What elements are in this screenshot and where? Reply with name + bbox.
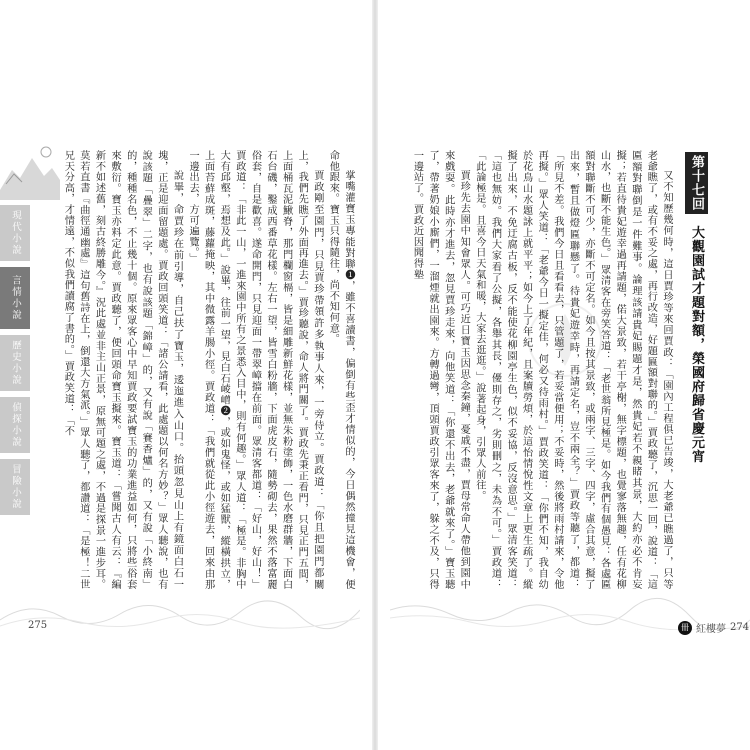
page-number-right: 274 (730, 622, 750, 633)
category-tab[interactable]: 冒險小說 (0, 459, 30, 515)
page-number-left: 275 (28, 620, 48, 631)
category-tab[interactable]: 偵探小說 (0, 397, 30, 453)
right-body-text (412, 150, 674, 590)
book-logo-icon: 冊 (678, 621, 692, 635)
footer-right (678, 620, 749, 635)
paragraph: 掌嘴灌寶玉專能對聯➊，雖不喜讀書，偏倒有些歪才情似的，今日偶然撞見這機會，便命他跟來。寶玉只得隨往，尚不知何意。 (327, 150, 354, 590)
book-title: 紅樓夢 (696, 624, 726, 635)
paragraph: 又不知歷幾何時，這日賈珍等來回賈政：「園內工程俱已告竣，大老爺已瞧過了，只等老爺瞧了，或有不妥之處，再行改造，好題匾額對聯的。」賈政聽了，沉思一回，說道：「這匾額對聯倒是一件難事。論理該請貴妃賜題才是，然貴妃若不親睹其景，大約亦必不肯妄擬；若直待貴妃遊幸過再請題，偌大景致，若干亭榭，無字標題，也覺寥落無趣，任有花柳山水，也斷不能生色。」眾清客在旁笑答道：「老世翁所見極是。如今我們有個愚見：各處匾額對聯斷不可少，亦斷不可定名。如今且按其景致，或兩字、三字、四字，虛合其意，擬了出來，暫且做燈匾聯懸了。待貴妃遊幸時，再請定名，豈不兩全？」賈政等聽了，都道：「所見不差。我們今日且看看去，只管題了，若妥當便用；不妥時，然後將雨村請來，令他再擬。」眾人笑道：「老爺今日一擬定佳，何必又待雨村。」賈政笑道：「你們不知，我自幼於花鳥山水題詠上就平平；如今上了年紀，且案牘勞煩，於這怡情悅性文章上更生疏了。縱擬了出來，不免迂腐古板，反不能使花柳園亭生色，似不妥協，反沒意思。」眾清客笑道：「這也無妨。我們大家看了公擬，各舉其長，優則存之，劣則刪之，未為不可。」賈政道：「此論極是。且喜今日天氣和暖，大家去逛逛。」說著起身，引眾人前往。 (473, 150, 672, 590)
category-tab-active[interactable]: 言情小說 (0, 267, 30, 329)
category-tabs (0, 205, 32, 521)
chapter-number: 第十七回 (685, 152, 708, 214)
category-tab[interactable]: 歷史小說 (0, 335, 30, 391)
category-tab[interactable]: 現代小說 (0, 205, 30, 261)
mountain-ornament-icon (0, 140, 60, 200)
paragraph: 賈政剛至園門，只見賈珍帶領許多執事人來，一旁侍立。賈政道：「你且把園門都關上，我們先瞧了外面再進去。」賈珍聽說，命人將門關了。賈政先秉正看門，只見正門五間，上面桶瓦泥鰍脊，那門欄窗槅，皆是細雕新鮮花樣，並無朱粉塗飾，一色水磨群牆，下面白石台磯，鑿成西番草花樣。左右一望，皆雪白粉牆，下面虎皮石，隨勢砌去，果然不落富麗俗套，自是歡喜。遂命開門，只見迎面一帶翠嶂擋在前面。眾清客都道：「好山，好山！」賈政道：「非此一山，一進來園中所有之景悉入目中，則有何趣。」眾人道：「極是。非胸中大有邱壑，焉想及此。」說畢，往前一望，見白石崚嶒➋，或如鬼怪，或如猛獸，縱橫拱立，上面苔蘚成斑，藤蘿掩映，其中微露羊腸小徑。賈政道：「我們就從此小徑遊去，回來由那一邊出去，方可遍覽。」 (187, 150, 323, 590)
chapter-title: 大觀園試才題對額，榮國府歸省慶元宵 (689, 225, 704, 464)
paragraph: 賈珍先去園中知會眾人。可巧近日寶玉因思念秦鐘，憂戚不盡，賈母常命人帶他到園中來戲耍。此時亦才進去，忽見賈珍走來，向他笑道：「你還不出去，老爺就來了。」寶玉聽了，帶著奶娘小廝們，一溜煙就出園來。方轉過彎，頂頭賈政引眾客來了，躲之不及，只得一邊站了。賈政近因聞得塾 (412, 150, 470, 590)
wave-ornament-icon (0, 590, 360, 630)
left-body-text (56, 150, 356, 590)
paragraph: 說畢，命賈珍在前引導，自己扶了寶玉，逶迤進入山口。抬頭忽見山上有鏡面白石一塊，正是迎面留題處。賈政回頭笑道：「諸公請看，此處題以何名方妙？」眾人聽說，也有說該題「疊翠」二字，也有說該題「錦嶂」的，又有說「賽香爐」的，又有說「小終南」的，種種名色，不止幾十個。原來眾客心中早知賈政要試寶玉的功業進益如何，只將些俗套來敷衍。寶玉亦料定此意。賈政聽了，便回頭命寶玉擬來。寶玉道：「嘗聞古人有云：『編新不如述舊，刻古終勝雕今。』況此處並非主山正景，原無可題之處，不過是探景一進步耳。莫若直書『曲徑通幽處』這句舊詩在上，倒還大方氣派。」眾人聽了，都讚道：「是極！二世兄天分高，才情遠，不似我們讀腐了書的。」賈政笑道：「不 (62, 150, 183, 590)
chapter-heading (682, 152, 708, 552)
